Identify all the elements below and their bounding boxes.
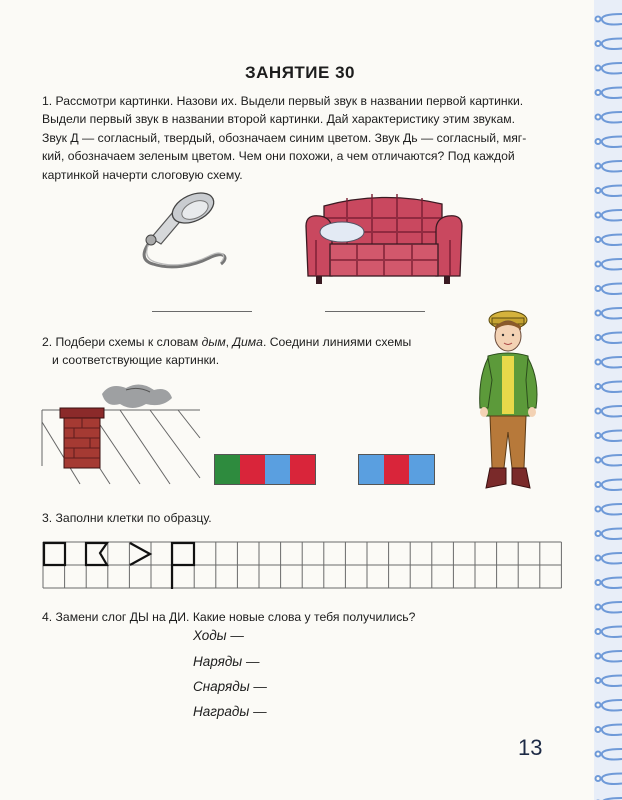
scheme-cell (384, 455, 409, 484)
pattern-grid[interactable] (42, 541, 564, 591)
task-2-text (42, 333, 462, 370)
shower-head-illustration (133, 188, 243, 278)
scheme-cell (290, 455, 315, 484)
task-1-line: картинкой начерти слоговую схему. (42, 167, 243, 182)
word-nagrady: Награды — (193, 704, 267, 719)
word-dima: Дима (232, 335, 263, 349)
page-title: ЗАНЯТИЕ 30 (245, 63, 355, 82)
task-2-suffix: . Соедини линиями схемы (262, 335, 412, 349)
syllable-scheme-1[interactable] (214, 454, 316, 485)
sample-pattern (44, 543, 194, 589)
scheme-cell (240, 455, 265, 484)
spiral-binding (582, 0, 622, 800)
scheme-cell (265, 455, 290, 484)
task-2-line2: и соответствующие картинки. (52, 353, 220, 368)
task-1-line: Выдели первый звук в названии второй картинки. Дай характеристику этим звукам. (42, 112, 516, 127)
word-snaryady: Снаряды — (193, 679, 267, 694)
sofa-illustration (302, 186, 466, 290)
task-1-line: кий, обозначаем зеленым цветом. Чем они похожи, а чем отличаются? Под каждой (42, 149, 515, 164)
answer-line[interactable] (152, 311, 252, 312)
task-2-sep: , (225, 335, 233, 349)
page-number: 13 (518, 735, 543, 760)
boy-illustration (470, 308, 548, 494)
task-1-line: Звук Д — согласный, твердый, обозначаем синим цветом. Звук Дь — согласный, мяг- (42, 130, 527, 145)
word-dym: дым (201, 335, 226, 349)
word-naryady: Наряды — (193, 654, 260, 669)
task-1-text (42, 92, 562, 184)
scheme-cell (409, 455, 434, 484)
scheme-cell (215, 455, 240, 484)
task-3-text: 3. Заполни клетки по образцу. (42, 511, 212, 525)
task-2-prefix: 2. Подбери схемы к словам (42, 335, 202, 349)
syllable-scheme-2[interactable] (358, 454, 435, 485)
chimney-smoke-illustration (40, 378, 205, 486)
scheme-cell (359, 455, 384, 484)
word-khody: Ходы — (193, 628, 244, 643)
task-1-line: 1. Рассмотри картинки. Назови их. Выдели первый звук в названии первой картинки. (42, 94, 524, 108)
task-4-text: 4. Замени слог ДЫ на ДИ. Какие новые слова у тебя получились? (42, 610, 416, 624)
answer-line[interactable] (325, 311, 425, 312)
